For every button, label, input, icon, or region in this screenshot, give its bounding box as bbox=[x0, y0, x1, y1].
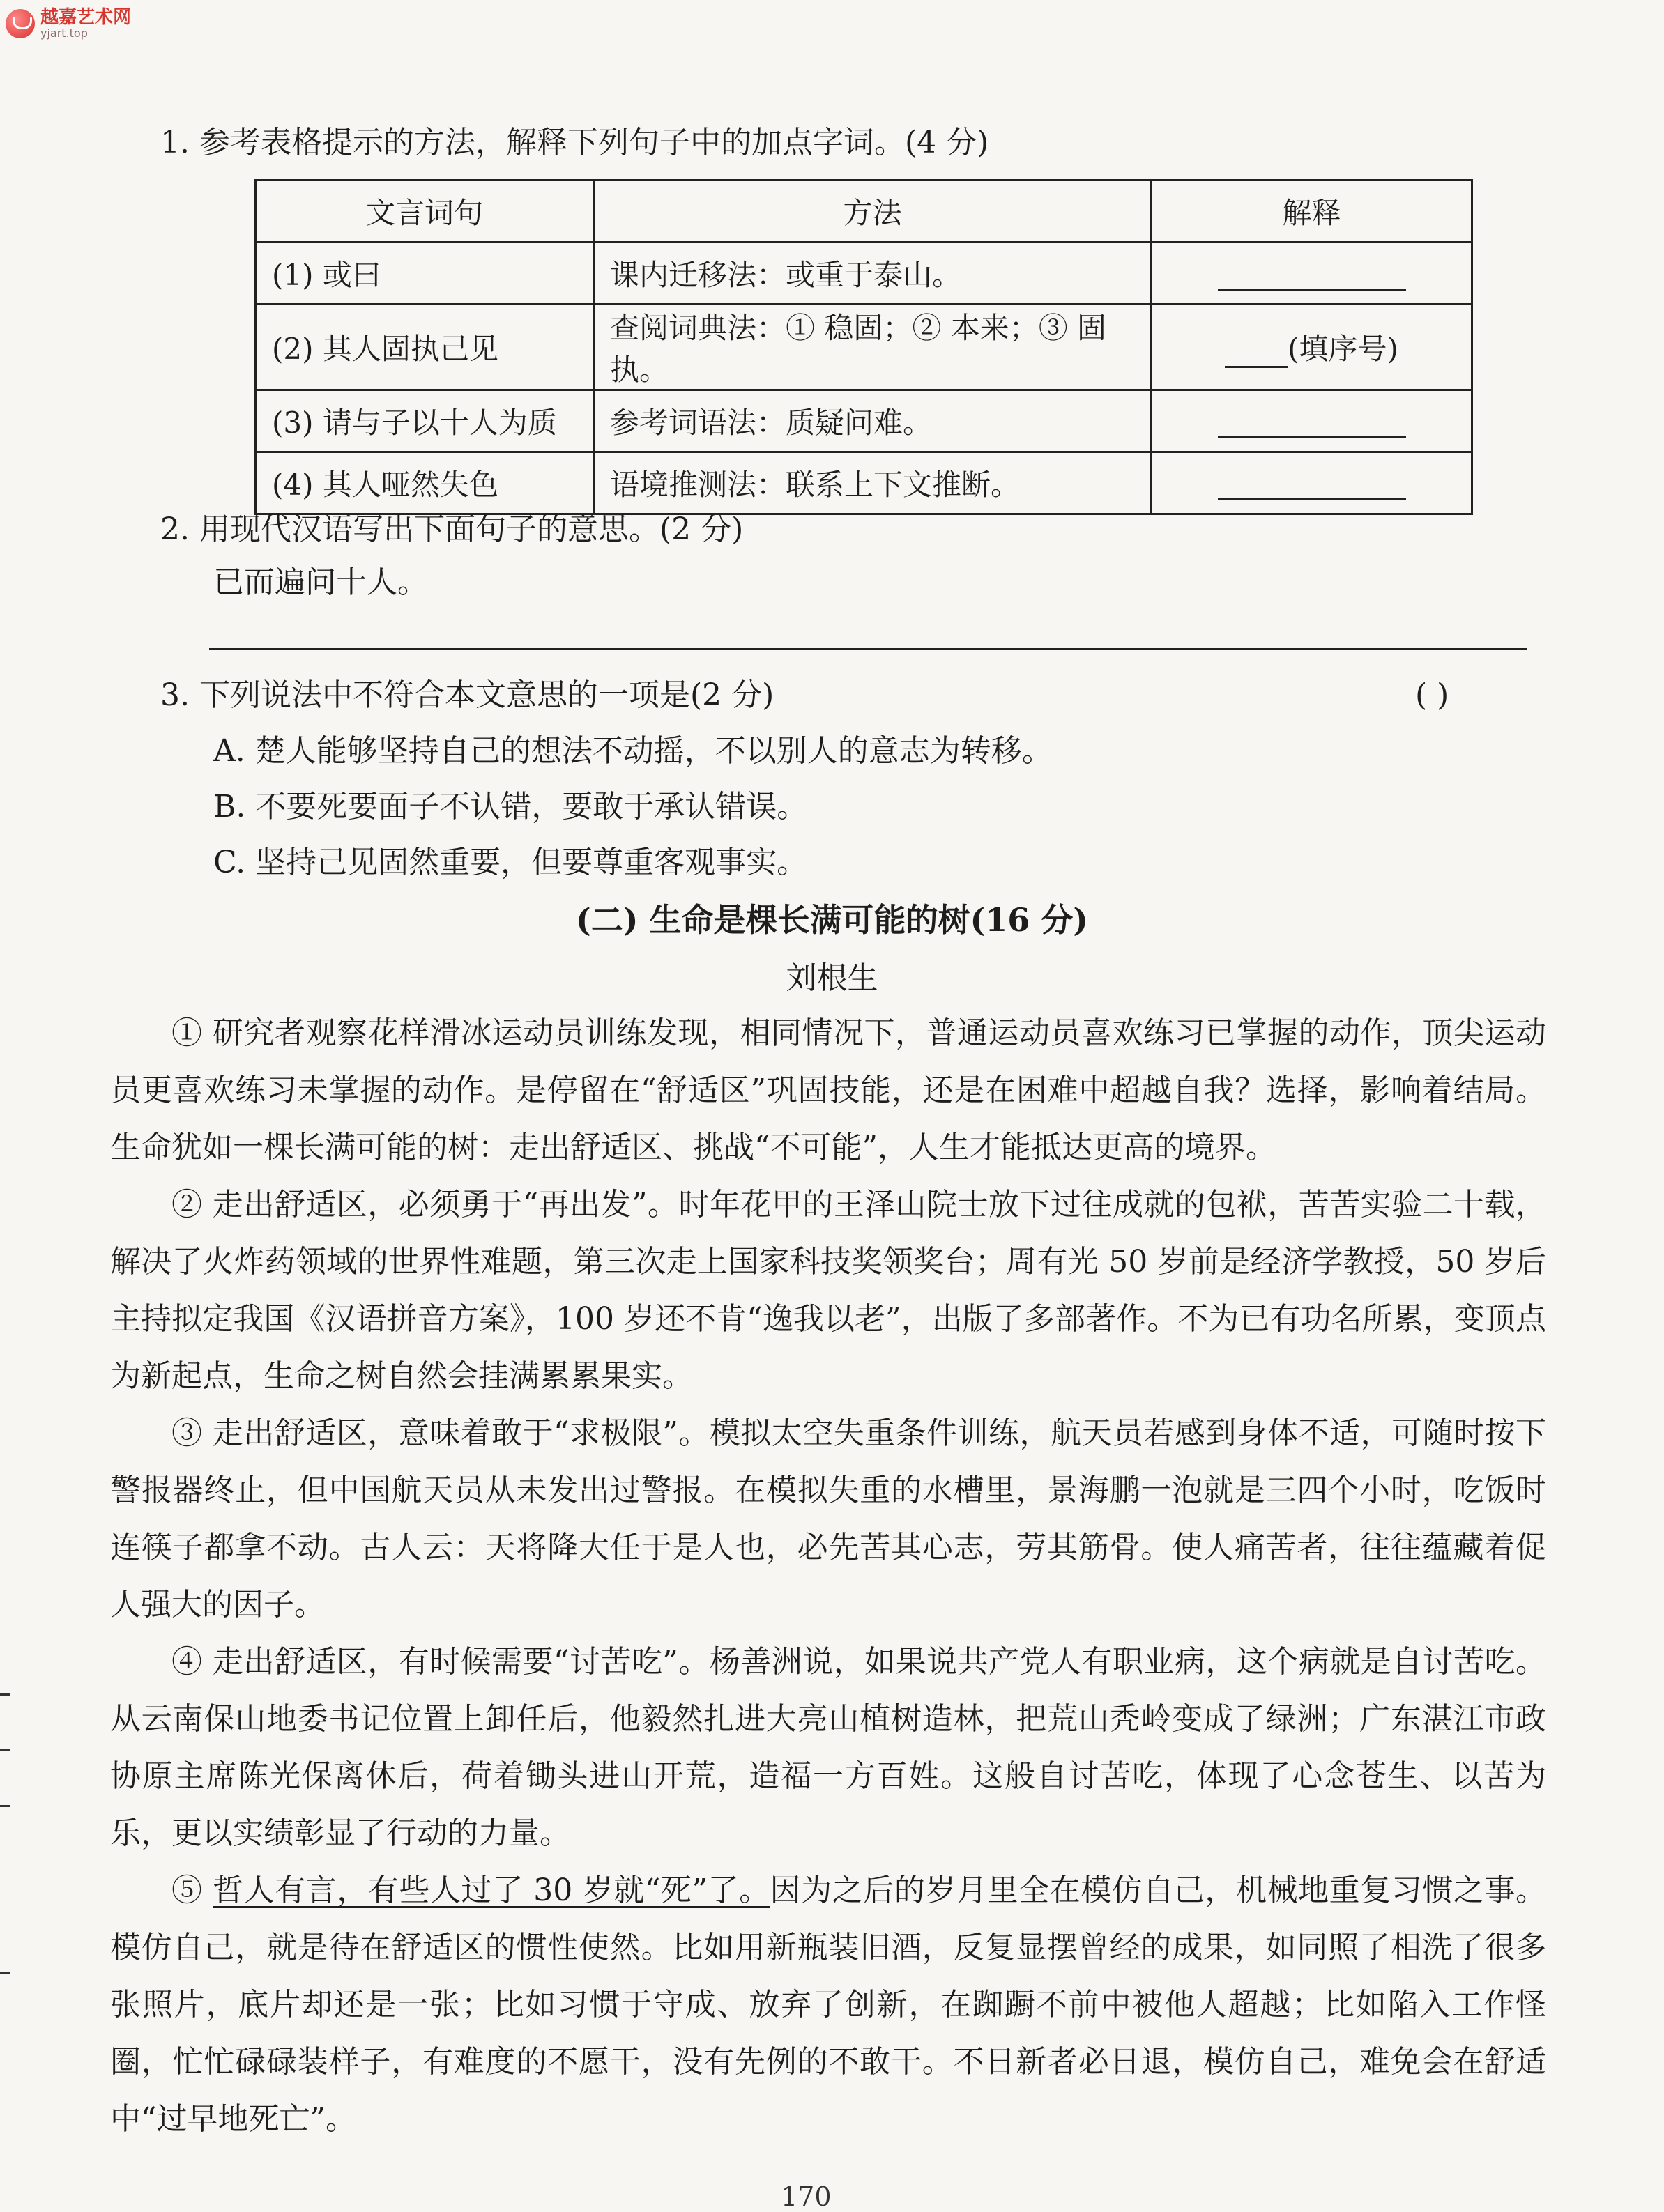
table-row bbox=[256, 305, 1472, 390]
q3-option-a: A. 楚人能够坚持自己的想法不动摇，不以别人的意志为转移。 bbox=[213, 733, 1053, 769]
method-cell: 参考词语法：质疑问难。 bbox=[594, 390, 1152, 452]
table-row bbox=[256, 390, 1472, 452]
watermark-site: 越嘉艺术网 bbox=[40, 7, 132, 28]
answer-blank[interactable] bbox=[1218, 410, 1406, 438]
answer-cell[interactable] bbox=[1152, 390, 1472, 452]
q1-table bbox=[254, 179, 1473, 515]
paragraph: ③ 走出舒适区，意味着敢于“求极限”。模拟太空失重条件训练，航天员若感到身体不适，可随时按下警报器终止，但中国航天员从未发出过警报。在模拟失重的水槽里，景海鹏一泡就是三四个小时，吃饭时连筷子都拿不动。古人云：天将降大任于是人也，必先苦其心志，劳其筋骨。使人痛苦者，往往蕴藏着促人强大的因子。 bbox=[110, 1415, 1546, 1622]
watermark-domain: yjart.top bbox=[40, 26, 88, 40]
phrase-cell: (2) 其人固执己见 bbox=[256, 305, 594, 390]
table-header: 文言词句 bbox=[256, 181, 594, 243]
paragraph-number: ⑤ bbox=[171, 1873, 203, 1908]
edge-mark bbox=[0, 1972, 10, 1974]
site-logo-icon bbox=[6, 9, 35, 38]
article-title: (二) 生命是棵长满可能的树(16 分) bbox=[575, 901, 1089, 939]
paragraph: ① 研究者观察花样滑冰运动员训练发现，相同情况下，普通运动员喜欢练习已掌握的动作，顶尖运动员更喜欢练习未掌握的动作。是停留在“舒适区”巩固技能，还是在困难中超越自我？选择，影响着结局。生命犹如一棵长满可能的树：走出舒适区、挑战“不可能”，人生才能抵达更高的境界。 bbox=[110, 1015, 1546, 1165]
edge-mark bbox=[0, 1693, 10, 1696]
paragraph: ④ 走出舒适区，有时候需要“讨苦吃”。杨善洲说，如果说共产党人有职业病，这个病就是自讨苦吃。从云南保山地委书记位置上卸任后，他毅然扎进大亮山植树造林，把荒山秃岭变成了绿洲；广东湛江市政协原主席陈光保离休后，荷着锄头进山开荒，造福一方百姓。这般自讨苦吃，体现了心念苍生、以苦为乐，更以实绩彰显了行动的力量。 bbox=[110, 1644, 1546, 1851]
q3-stem: 3. 下列说法中不符合本文意思的一项是(2 分) bbox=[160, 677, 774, 713]
q3-option-c: C. 坚持己见固然重要，但要尊重客观事实。 bbox=[213, 845, 808, 880]
q3-option-b: B. 不要死要面子不认错，要敢于承认错误。 bbox=[213, 789, 808, 824]
paragraph: ② 走出舒适区，必须勇于“再出发”。时年花甲的王泽山院士放下过往成就的包袱，苦苦实验二十载，解决了火炸药领域的世界性难题，第三次走上国家科技奖领奖台；周有光 50 岁前是经济学教授，50 岁后主持拟定我国《汉语拼音方案》，100 岁还不肯“逸我以老”，出版了多部著作。不为已有功名所累，变顶点为新起点，生命之树自然会挂满累累果实。 bbox=[110, 1187, 1546, 1394]
method-cell: 语境推测法：联系上下文推断。 bbox=[594, 452, 1152, 514]
paragraph-text: 因为之后的岁月里全在模仿自己，机械地重复习惯之事。模仿自己，就是待在舒适区的惯性使然。比如用新瓶装旧酒，反复显摆曾经的成果，如同照了相洗了很多张照片，底片却还是一张；比如习惯于守成、放弃了创新，在踟蹰不前中被他人超越；比如陷入工作怪圈，忙忙碌碌装样子，有难度的不愿干，没有先例的不敢干。不日新者必日退，模仿自己，难免会在舒适中“过早地死亡”。 bbox=[110, 1873, 1546, 2137]
edge-mark bbox=[0, 1749, 10, 1751]
answer-cell[interactable] bbox=[1152, 305, 1472, 390]
answer-line[interactable] bbox=[209, 648, 1527, 650]
table-header-row bbox=[256, 181, 1472, 243]
q2-sentence: 已而遍问十人。 bbox=[213, 564, 428, 600]
watermark bbox=[6, 4, 173, 43]
q3-answer-bracket[interactable]: ( ) bbox=[1415, 677, 1449, 713]
article-author: 刘根生 bbox=[786, 960, 878, 996]
answer-cell[interactable] bbox=[1152, 452, 1472, 514]
answer-blank[interactable] bbox=[1218, 472, 1406, 500]
table-header: 方法 bbox=[594, 181, 1152, 243]
phrase-cell: (4) 其人哑然失色 bbox=[256, 452, 594, 514]
answer-blank[interactable] bbox=[1225, 339, 1288, 368]
phrase-cell: (3) 请与子以十人为质 bbox=[256, 390, 594, 452]
article-body bbox=[110, 1005, 1546, 2148]
q1-stem: 1. 参考表格提示的方法，解释下列句子中的加点字词。(4 分) bbox=[160, 125, 989, 160]
table-row bbox=[256, 243, 1472, 305]
table-header: 解释 bbox=[1152, 181, 1472, 243]
method-cell: 课内迁移法：或重于泰山。 bbox=[594, 243, 1152, 305]
page-number: 170 bbox=[781, 2181, 832, 2212]
paragraph-5 bbox=[110, 1862, 1546, 2148]
q2-stem: 2. 用现代汉语写出下面句子的意思。(2 分) bbox=[160, 512, 744, 547]
phrase-cell: (1) 或曰 bbox=[256, 243, 594, 305]
answer-blank[interactable] bbox=[1218, 262, 1406, 291]
underlined-sentence: 哲人有言，有些人过了 30 岁就“死”了。 bbox=[213, 1873, 770, 1908]
method-cell: 查阅词典法：① 稳固；② 本来；③ 固执。 bbox=[594, 305, 1152, 390]
edge-mark bbox=[0, 1805, 10, 1807]
table-row bbox=[256, 452, 1472, 514]
answer-cell[interactable] bbox=[1152, 243, 1472, 305]
answer-hint: (填序号) bbox=[1288, 332, 1398, 366]
